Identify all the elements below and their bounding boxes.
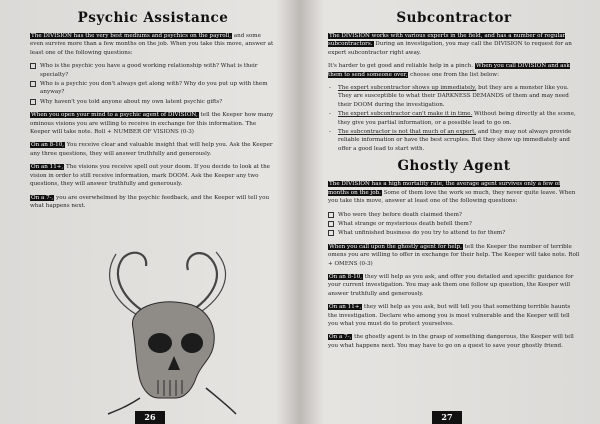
psychic-trigger-highlight: When you open your mind to a psychic agent of DIVISION, xyxy=(31,112,198,119)
ghost-questions xyxy=(328,211,580,238)
psychic-result-8-10: On an 8-10, You receive clear and valuable insight that will help you. Ask the Keeper any three questions, they will answer truthfully and generously. xyxy=(30,142,273,157)
question-item: Who is a psychic you don't always get along with? Why do you put up with them anyway? xyxy=(30,80,276,97)
ghost-intro: The DIVISION has a high mortality rate, the average agent survives only a few of months on the job. Some of them love the work so much, they never quite leave. When you take this move, answer at least one of the following questions: xyxy=(328,181,576,205)
page-number-27: 27 xyxy=(432,411,462,424)
checkbox-icon xyxy=(30,63,36,69)
checkbox-icon xyxy=(328,221,334,227)
question-item: What strange or mysterious death befell them? xyxy=(328,220,580,228)
ghost-trigger: When you call upon the ghostly agent for help, tell the Keeper the number of terrible omens you are willing to offer in exchange for their help. The Keeper will take note. Roll + OMENS (0-3) xyxy=(328,243,580,267)
checkbox-icon xyxy=(30,81,36,87)
option-item: - The expert subcontractor shows up immediately, but they are a monster like you. They are susceptible to what their DARKNESS DEMANDS of them and may need their DOOM during the investigation. xyxy=(329,85,569,108)
psychic-intro-highlight: The DIVISION has the very best mediums and psychics on the payroll, xyxy=(31,33,231,39)
subcontractor-title: Subcontractor xyxy=(396,10,512,26)
ghost-result-8-10: On an 8-10, they will help as you ask, and offer you detailed and specific guidance for your current investigation. You may ask them one follow up question, the Keeper will answer truthfully and generously. xyxy=(328,273,574,297)
right-page xyxy=(300,0,600,424)
psychic-intro xyxy=(30,32,276,57)
subcontractor-trigger: It's harder to get good and reliable help in a pinch. When you call DIVISION and ask them to send someone over, choose one from the list below: xyxy=(328,63,570,78)
page-number-26: 26 xyxy=(135,411,165,424)
psychic-trigger: When you open your mind to a psychic agent of DIVISION, tell the Keeper how many ominous visions you are willing to receive in exchange for this information. The Keeper will take note. Roll + NUMBER OF VISIONS (0-3) xyxy=(30,112,274,136)
ghost-result-11: On an 11+, they will help as you ask, but will tell you that something terrible haunts the investigation. Declare who among you is most vulnerable and the Keeper will tell you what you must do to protect yourselves. xyxy=(328,304,571,327)
question-item: Who is the psychic you have a good working relationship with? What is their specialty? xyxy=(30,62,276,79)
ghost-result-7: On a 7-, the ghostly agent is in the grasp of something dangerous, the Keeper will tell you what happens next. You may have to go on a quest to save your ghostly friend. xyxy=(328,334,574,349)
horned-skull-illustration xyxy=(88,248,238,416)
option-item: - The subcontractor is not that much of an expert, and they may not always provide reliable information or have the best scruples. But they show up immediately and offer a good lead to start with. xyxy=(329,129,572,152)
psychic-assistance-title: Psychic Assistance xyxy=(77,10,229,26)
option-item: - The expert subcontractor can't make it in time. Without being directly at the scene, they give you partial information, or a possible lead to go on. xyxy=(329,111,576,126)
psychic-result-11: On an 11+, The visions you receive spell out your doom. If you decide to look at the vision in order to still receive information, mark DOOM. Ask the Keeper any two questions, they will answer truthfully and generously. xyxy=(30,164,270,188)
question-item: Why haven't you told anyone about my own latent psychic gifts? xyxy=(30,98,276,106)
psychic-result-7: On a 7-, you are overwhelmed by the psychic feedback, and the Keeper will tell you what happens next. xyxy=(30,194,270,209)
checkbox-icon xyxy=(328,212,334,218)
question-item: Who were they before death claimed them? xyxy=(328,211,580,219)
psychic-questions xyxy=(30,62,276,106)
question-item: What unfinished business do you try to attend to for them? xyxy=(328,229,580,237)
psychic-intro-text: and some even survive more than a few months on the job. When you take this move, answer at least one of the following questions: xyxy=(30,33,274,56)
subcontractor-intro: The DIVISION works with various experts in the field, and has a number of regular subcontractors. During an investigation, you may call the DIVISION to request for an expert subcontractor right away. xyxy=(328,33,572,56)
subcontractor-options xyxy=(328,84,580,153)
checkbox-icon xyxy=(328,230,334,236)
checkbox-icon xyxy=(30,99,36,105)
ghostly-agent-title: Ghostly Agent xyxy=(397,158,511,175)
